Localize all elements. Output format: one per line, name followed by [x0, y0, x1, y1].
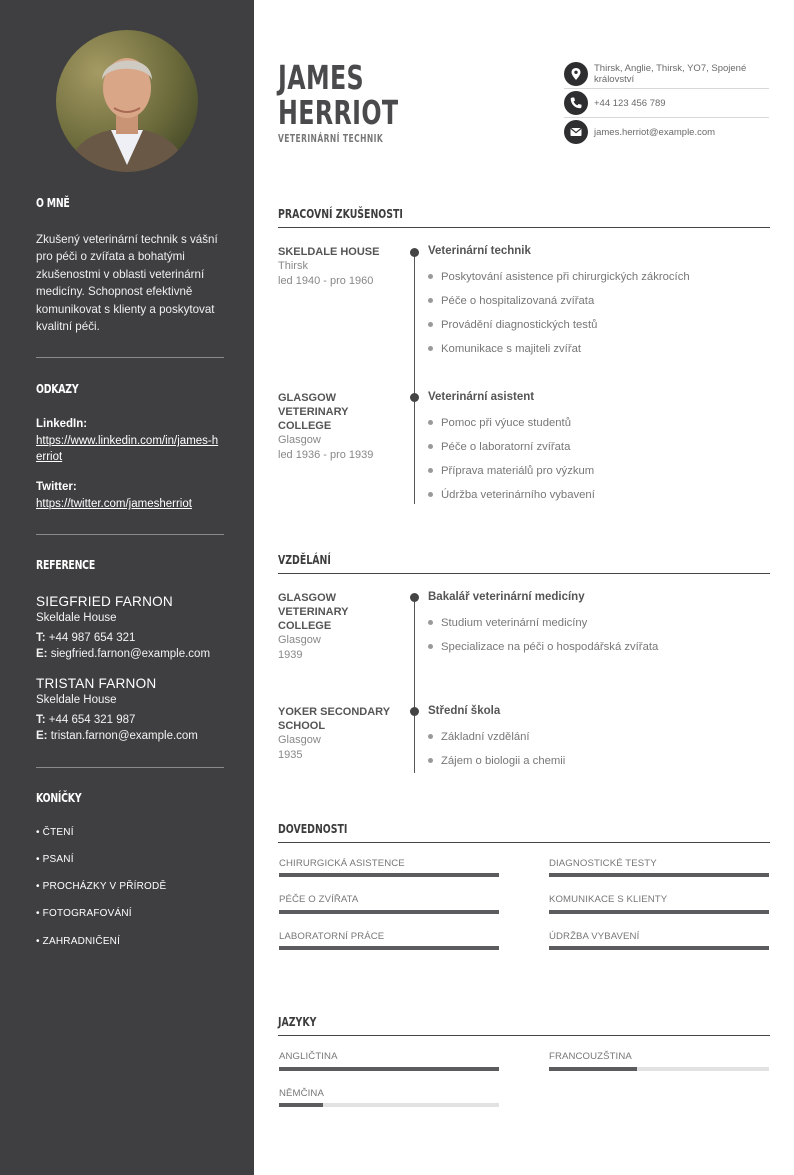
phone-label: T: — [36, 632, 46, 644]
twitter-label: Twitter: — [36, 481, 77, 493]
experience-dates: led 1940 - pro 1960 — [278, 275, 374, 287]
skill-fill — [549, 910, 769, 914]
links-heading: ODKAZY — [36, 382, 79, 396]
experience-role: Veterinární technik — [428, 245, 531, 257]
timeline-line — [414, 598, 415, 773]
linkedin-link[interactable]: https://www.linkedin.com/in/james-herriot — [36, 435, 219, 463]
reference-company: Skeldale House — [36, 612, 117, 624]
education-heading: VZDĚLÁNÍ — [278, 552, 331, 567]
skill-bar — [549, 910, 769, 914]
education-dates: 1935 — [278, 749, 303, 761]
sidebar — [0, 0, 254, 1175]
timeline-dot — [410, 393, 419, 402]
language-fill — [279, 1103, 323, 1107]
profile-photo — [56, 30, 198, 172]
timeline-dot — [410, 593, 419, 602]
skills-heading: DOVEDNOSTI — [278, 821, 348, 836]
divider — [564, 88, 769, 89]
experience-org: GLASGOW VETERINARY COLLEGE — [278, 392, 349, 432]
first-name: JAMES — [278, 58, 365, 97]
phone-label: T: — [36, 714, 46, 726]
language-fill — [279, 1067, 499, 1071]
timeline-line — [414, 252, 415, 504]
reference-name: SIEGFRIED FARNON — [36, 594, 173, 609]
hobby-item: • PSANÍ — [36, 854, 74, 865]
language-label: NĚMČINA — [279, 1088, 324, 1099]
list-item — [428, 417, 571, 429]
bullet-text: Zájem o biologii a chemii — [441, 755, 566, 767]
list-item — [428, 489, 595, 501]
skill-fill — [549, 946, 769, 950]
language-bar — [549, 1067, 769, 1071]
experience-dates: led 1936 - pro 1939 — [278, 449, 374, 461]
skill-label: LABORATORNÍ PRÁCE — [279, 931, 385, 942]
education-dates: 1939 — [278, 649, 303, 661]
list-item — [428, 641, 658, 653]
hobby-item: • ZAHRADNIČENÍ — [36, 936, 121, 947]
skill-bar — [549, 873, 769, 877]
phone-value: +44 987 654 321 — [48, 632, 136, 644]
experience-place: Thirsk — [278, 260, 308, 272]
skill-label: ÚDRŽBA VYBAVENÍ — [549, 931, 640, 942]
education-degree: Střední škola — [428, 705, 501, 717]
email-value: siegfried.farnon@example.com — [50, 648, 211, 660]
skill-fill — [279, 910, 499, 914]
bullet-text: Poskytování asistence při chirurgických zákrocích — [441, 271, 690, 283]
phone-icon — [564, 91, 588, 115]
skill-bar — [549, 946, 769, 950]
experience-place: Glasgow — [278, 434, 321, 446]
languages-heading: JAZYKY — [278, 1014, 317, 1029]
list-item — [428, 755, 565, 767]
last-name: HERRIOT — [278, 93, 399, 132]
contact-address: Thirsk, Anglie, Thirsk, YO7, Spojené království — [594, 63, 747, 85]
education-org: GLASGOW VETERINARY COLLEGE — [278, 592, 349, 632]
list-item — [428, 731, 530, 743]
language-fill — [549, 1067, 637, 1071]
skill-fill — [549, 873, 769, 877]
bullet-text: Údržba veterinárního vybavení — [441, 489, 595, 501]
experience-org: SKELDALE HOUSE — [278, 246, 380, 258]
list-item — [428, 319, 597, 331]
about-heading: O MNĚ — [36, 196, 70, 210]
experience-heading: PRACOVNÍ ZKUŠENOSTI — [278, 206, 403, 221]
job-title: VETERINÁRNÍ TECHNIK — [278, 133, 384, 145]
bullet-text: Komunikace s majiteli zvířat — [441, 343, 582, 355]
bullet-text: Příprava materiálů pro výzkum — [441, 465, 595, 477]
divider — [564, 117, 769, 118]
hobbies-heading: KONÍČKY — [36, 791, 82, 805]
email-value: tristan.farnon@example.com — [50, 730, 198, 742]
language-label: ANGLIČTINA — [279, 1051, 338, 1062]
location-pin-icon — [564, 62, 588, 86]
list-item — [428, 441, 570, 453]
list-item — [428, 617, 587, 629]
section-rule — [278, 842, 770, 843]
list-item — [428, 271, 690, 283]
reference-phone — [36, 714, 135, 726]
skill-label: PÉČE O ZVÍŘATA — [279, 894, 359, 905]
bullet-text: Studium veterinární medicíny — [441, 617, 588, 629]
bullet-text: Péče o hospitalizovaná zvířata — [441, 295, 595, 307]
hobby-item: • FOTOGRAFOVÁNÍ — [36, 908, 132, 919]
divider — [36, 767, 224, 768]
reference-phone — [36, 632, 135, 644]
list-item — [428, 295, 594, 307]
skill-fill — [279, 946, 499, 950]
language-bar — [279, 1067, 499, 1071]
section-rule — [278, 1035, 770, 1036]
skill-fill — [279, 873, 499, 877]
reference-company: Skeldale House — [36, 694, 117, 706]
email-label: E: — [36, 648, 48, 660]
bullet-text: Pomoc při výuce studentů — [441, 417, 571, 429]
skill-label: CHIRURGICKÁ ASISTENCE — [279, 858, 405, 869]
phone-value: +44 654 321 987 — [48, 714, 136, 726]
language-bar — [279, 1103, 499, 1107]
skill-label: KOMUNIKACE S KLIENTY — [549, 894, 668, 905]
skill-bar — [279, 946, 499, 950]
education-place: Glasgow — [278, 734, 321, 746]
email-icon — [564, 120, 588, 144]
contact-phone: +44 123 456 789 — [594, 98, 666, 109]
about-text: Zkušený veterinární technik s vášní pro péči o zvířata a bohatými zkušenostmi v oblasti veterinární medicíny. Schopnost efektivně komunikovat s klienty a poskytovat kvalitní péči. — [36, 233, 218, 334]
bullet-text: Provádění diagnostických testů — [441, 319, 598, 331]
hobby-item: • ČTENÍ — [36, 827, 74, 838]
divider — [36, 534, 224, 535]
hobby-item: • PROCHÁZKY V PŘÍRODĚ — [36, 881, 167, 892]
experience-role: Veterinární asistent — [428, 391, 535, 403]
skill-bar — [279, 910, 499, 914]
timeline-dot — [410, 707, 419, 716]
references-heading: REFERENCE — [36, 558, 95, 572]
education-place: Glasgow — [278, 634, 321, 646]
section-rule — [278, 573, 770, 574]
skill-bar — [279, 873, 499, 877]
twitter-link[interactable]: https://twitter.com/jamesherriot — [36, 498, 192, 510]
email-label: E: — [36, 730, 48, 742]
education-org: YOKER SECONDARY SCHOOL — [278, 706, 390, 732]
linkedin-label: LinkedIn: — [36, 418, 88, 430]
reference-name: TRISTAN FARNON — [36, 676, 157, 691]
section-rule — [278, 227, 770, 228]
bullet-text: Specializace na péči o hospodářská zvířata — [441, 641, 659, 653]
reference-email — [36, 730, 198, 742]
language-label: FRANCOUZŠTINA — [549, 1051, 632, 1062]
skill-label: DIAGNOSTICKÉ TESTY — [549, 858, 657, 869]
timeline-dot — [410, 248, 419, 257]
bullet-text: Základní vzdělání — [441, 731, 530, 743]
avatar — [56, 30, 198, 172]
divider — [36, 357, 224, 358]
list-item — [428, 343, 581, 355]
bullet-text: Péče o laboratorní zvířata — [441, 441, 571, 453]
contact-email: james.herriot@example.com — [594, 127, 716, 138]
list-item — [428, 465, 594, 477]
education-degree: Bakalář veterinární medicíny — [428, 591, 585, 603]
reference-email — [36, 648, 210, 660]
